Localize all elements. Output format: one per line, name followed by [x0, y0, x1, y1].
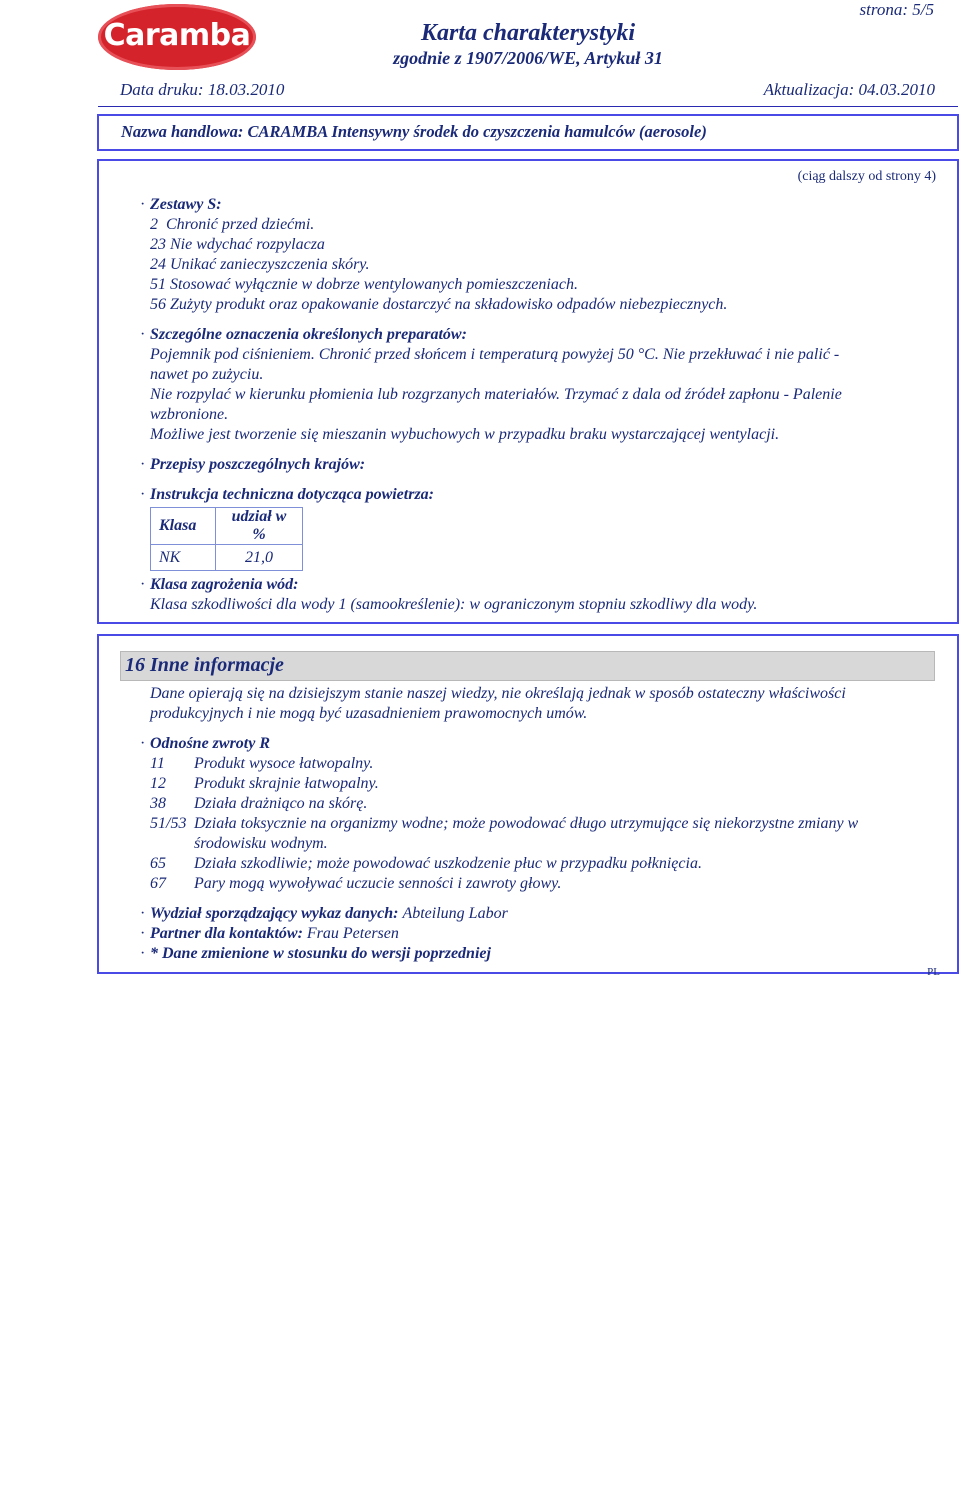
r-phrase-code: 65: [150, 855, 166, 872]
r-phrase-text: Działa drażniąco na skórę.: [194, 795, 368, 812]
bullet: ·: [140, 735, 146, 752]
r-phrase-text: Działa szkodliwie; może powodować uszkodzenie płuc w przypadku połknięcia.: [194, 855, 702, 872]
table-header-cell: Klasa: [151, 508, 216, 545]
r-phrase-code: 38: [150, 795, 166, 812]
r-phrases-heading: Odnośne zwroty R: [150, 735, 271, 752]
s-phrases-heading: Zestawy S:: [150, 196, 222, 213]
r-phrase-code: 12: [150, 775, 166, 792]
r-phrase-item: [150, 835, 328, 853]
table-header-row: [151, 508, 303, 545]
section-16-heading-bar: [120, 651, 935, 681]
r-phrase-text: Produkt skrajnie łatwopalny.: [194, 775, 379, 792]
intro-line: produkcyjnych i nie mogą być uzasadnieniem prawomocnych umów.: [150, 705, 588, 722]
department-line: [150, 905, 508, 923]
r-phrase-text: Produkt wysoce łatwopalny.: [194, 755, 374, 772]
s-phrase-item: 51 Stosować wyłącznie w dobrze wentylowanych pomieszczeniach.: [150, 276, 578, 293]
department-value: Abteilung Labor: [402, 905, 508, 922]
special-labelling-line: Nie rozpylać w kierunku płomienia lub rozgrzanych materiałów. Trzymać z dala od źródeł zapłonu - Palenie: [150, 386, 842, 403]
table-cell: 21,0: [216, 545, 303, 571]
r-phrase-item: [150, 795, 367, 813]
department-label: Wydział sporządzający wykaz danych:: [150, 905, 399, 922]
r-phrase-text: Działa toksycznie na organizmy wodne; może powodować długo utrzymujące się niekorzystne zmiany w: [194, 815, 859, 832]
table-row: [151, 545, 303, 571]
table-header-cell: udział w %: [216, 508, 303, 545]
air-instruction-heading: Instrukcja techniczna dotycząca powietrza:: [150, 486, 435, 503]
bullet: ·: [140, 925, 146, 942]
s-phrase-item: 23 Nie wdychać rozpylacza: [150, 236, 325, 253]
s-phrase-item: 56 Zużyty produkt oraz opakowanie dostarczyć na składowisko odpadów niebezpiecznych.: [150, 296, 728, 313]
r-phrase-code: 11: [150, 755, 165, 772]
caramba-logo: [98, 4, 256, 70]
bullet: ·: [140, 196, 146, 213]
r-phrase-item: [150, 815, 858, 833]
bullet: ·: [140, 576, 146, 593]
contact-line: [150, 925, 399, 943]
changes-note: * Dane zmienione w stosunku do wersji poprzedniej: [150, 945, 491, 962]
bullet: ·: [140, 486, 146, 503]
continued-note: (ciąg dalszy od strony 4): [797, 169, 936, 184]
bullet: ·: [140, 456, 146, 473]
update-date: Aktualizacja: 04.03.2010: [763, 80, 935, 99]
page-number: strona: 5/5: [859, 0, 934, 19]
contact-value: Frau Petersen: [306, 925, 399, 942]
s-phrase-item: 24 Unikać zanieczyszczenia skóry.: [150, 256, 370, 273]
bullet: ·: [140, 905, 146, 922]
national-regulations-heading: Przepisy poszczególnych krajów:: [150, 456, 366, 473]
r-phrase-item: [150, 755, 373, 773]
s-phrase-item: 2 Chronić przed dziećmi.: [150, 216, 315, 233]
intro-line: Dane opierają się na dzisiejszym stanie naszej wiedzy, nie określają jednak w sposób ostateczny właściwości: [150, 685, 846, 702]
table-cell: NK: [151, 545, 216, 571]
special-labelling-heading: Szczególne oznaczenia określonych preparatów:: [150, 326, 467, 343]
contact-label: Partner dla kontaktów:: [150, 925, 303, 942]
special-labelling-line: Możliwe jest tworzenie się mieszanin wybuchowych w przypadku braku wystarczającej wentylacji.: [150, 426, 780, 443]
special-labelling-line: Pojemnik pod ciśnieniem. Chronić przed słońcem i temperaturą powyżej 50 °C. Nie przekłuwać i nie palić -: [150, 346, 840, 363]
document-subtitle: zgodnie z 1907/2006/WE, Artykuł 31: [393, 48, 663, 68]
bullet: ·: [140, 945, 146, 962]
trade-name-box: [97, 114, 959, 151]
header-divider: [98, 106, 958, 107]
water-hazard-text: Klasa szkodliwości dla wody 1 (samookreślenie): w ograniczonym stopniu szkodliwy dla wody.: [150, 596, 758, 613]
document-title: Karta charakterystyki: [421, 20, 635, 46]
language-code: PL: [927, 966, 940, 978]
trade-name: Nazwa handlowa: CARAMBA Intensywny środek do czyszczenia hamulców (aerosole): [121, 122, 707, 141]
air-class-table: [150, 507, 303, 571]
r-phrase-item: [150, 855, 702, 873]
r-phrase-code: 51/53: [150, 815, 187, 832]
bullet: ·: [140, 326, 146, 343]
print-date: Data druku: 18.03.2010: [120, 80, 285, 99]
special-labelling-line: nawet po zużyciu.: [150, 366, 264, 383]
r-phrase-text: Pary mogą wywoływać uczucie senności i zawroty głowy.: [194, 875, 562, 892]
water-hazard-heading: Klasa zagrożenia wód:: [150, 576, 299, 593]
r-phrase-item: [150, 875, 561, 893]
special-labelling-line: wzbronione.: [150, 406, 229, 423]
section-16-heading: 16 Inne informacje: [125, 654, 284, 676]
logo-text: Caramba: [103, 18, 251, 53]
r-phrase-item: [150, 775, 379, 793]
r-phrase-text: środowisku wodnym.: [194, 835, 328, 852]
r-phrase-code: 67: [150, 875, 166, 892]
